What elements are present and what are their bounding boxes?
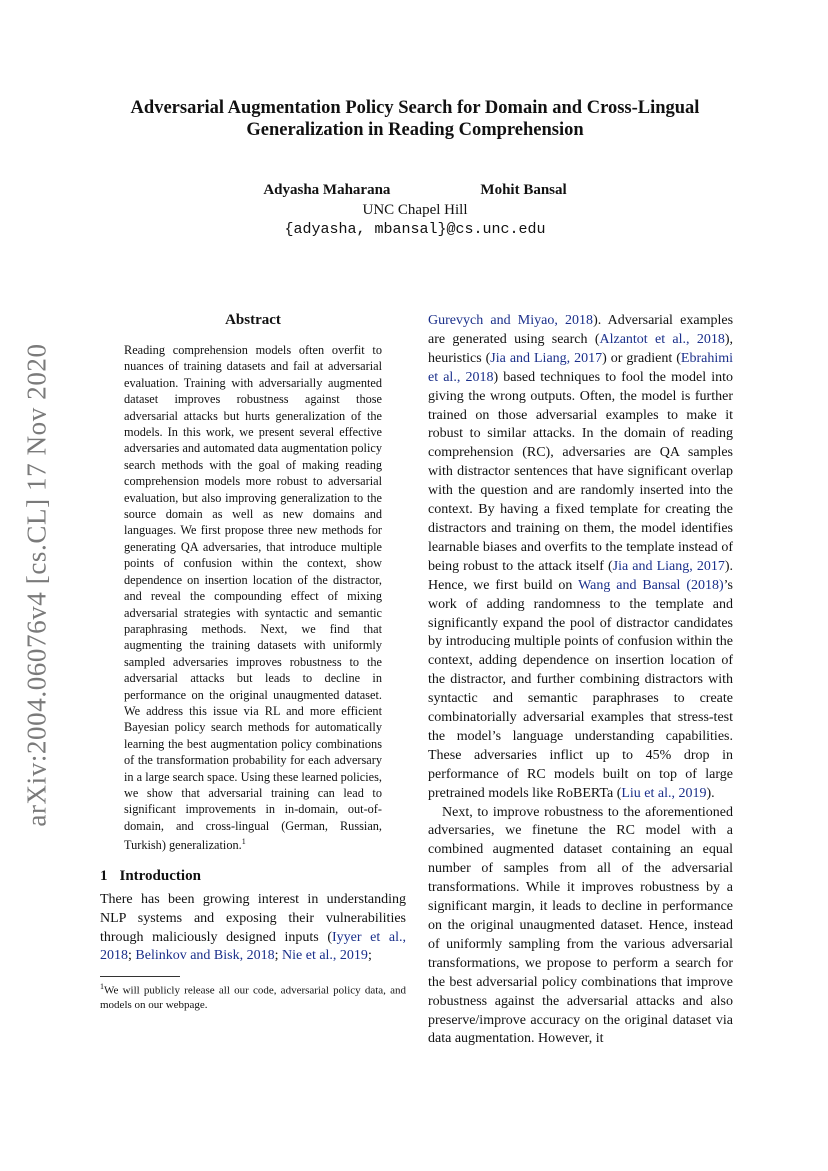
body-text-run: ’s work of adding randomness to the template and significantly expand the pool of distractor candidates by introducing multiple points of confusion within the context, adding dependence on insertion location of the distractor, and further combining distractors with syntactic and semantic paraphrases to create combinatorially adversarial examples that stress-test the model’s language understanding capabilities. These adversaries inflict up to 45% drop in performance of RC models built on top of large pretrained models like RoBERTa ( [428,577,733,801]
body-text-run: ). [706,785,715,801]
arxiv-identifier: arXiv:2004.06076v4 [cs.CL] 17 Nov 2020 [21,343,52,827]
citation-link[interactable]: Ebrahimi et al., 2018 [428,350,733,385]
author-names [100,180,730,200]
left-column [100,312,406,1012]
right-column [428,312,733,1049]
body-text-run: ) based techniques to fool the model into giving the wrong outputs. Often, the model is further trained on those adversarial examples to make it robust to similar attacks. In the domain of reading comprehension (RC), adversaries are QA samples with distractor sentences that have significant overlap with the question and are randomly inserted into the context. By having a fixed template for creating the distractors and training on them, the model identifies learnable biases and overfits to the template instead of being robust to the attack itself ( [428,369,733,574]
footnote-mark: 1 [241,837,246,847]
footnote [100,980,406,1012]
citation-link[interactable]: Jia and Liang, 2017 [490,350,603,366]
section-title: Introduction [119,867,201,884]
citation-separator: ; [128,948,136,964]
body-paragraph [428,312,733,804]
citation-separator: ; [274,948,283,964]
citation-link[interactable]: Nie et al., 2019 [282,948,368,964]
affiliation: UNC Chapel Hill [362,202,468,218]
abstract-heading: Abstract [225,312,281,328]
citation-separator: ; [367,948,372,964]
body-text-run: ). Adversarial examples are generated using search ( [428,313,734,347]
body-text-run: ) or gradient ( [602,350,681,366]
author-email: {adyasha, mbansal}@cs.unc.edu [284,221,546,238]
citation-link[interactable]: Liu et al., 2019 [621,785,707,801]
abstract-text [124,342,382,854]
citation-link[interactable]: Alzantot et al., 2018 [599,331,725,347]
abstract-body: Reading comprehension models often overfit to nuances of training datasets and fail at adversarial evaluation. Training with adversarially augmented dataset improves robustness against those adversarial attacks but hurts generalization of the models. In this work, we present several effective adversaries and automated data augmentation policy search methods with the goal of making reading comprehension models more robust to adversarial evaluation, but also improving generalization to the source domain as well as new domains and languages. We first propose three new methods for generating QA adversaries, that introduce multiple points of confusion within the context, show dependence on insertion location of the distractor, and reveal the compounding effect of mixing adversarial strategies with syntactic and semantic paraphrasing methods. Next, we find that augmenting the training datasets with uniformly sampled adversaries improves robustness to the adversarial attacks but leads to decline in performance on the original unaugmented dataset. We address this issue via RL and more efficient Bayesian policy search methods for automatically learning the best augmentation policy combinations of the transformation probability for each adversary in a large search space. Using these learned policies, we show that adversarial training can lead to significant improvements in in-domain, out-of-domain, and cross-lingual (German, Russian, Turkish) generalization. [124,343,382,853]
section-number: 1 [100,867,108,884]
body-text-run: ), heuristics ( [428,331,733,366]
intro-paragraph [100,891,406,967]
intro-text: There has been growing interest in understanding NLP systems and exposing their vulnerabilities through maliciously designed inputs ( [100,891,406,945]
footnote-number: 1 [100,982,104,992]
paper-title: Adversarial Augmentation Policy Search for Domain and Cross-Lingual Generalization in Reading Comprehension [130,98,700,140]
author-name: Mohit Bansal [480,182,567,198]
author-block [100,180,730,240]
citation-link[interactable]: Wang and Bansal (2018) [578,577,724,593]
section-heading [100,868,406,885]
citation-link[interactable]: Belinkov and Bisk, 2018 [135,948,275,964]
citation-link[interactable]: Gurevych and Miyao, 2018 [428,313,594,328]
author-name: Adyasha Maharana [263,182,391,198]
body-paragraph: Next, to improve robustness to the aforementioned adversaries, we finetune the RC model with a combined augmented dataset containing an equal number of samples from all of the adversarial transformations. While it improves robustness by a significant margin, it leads to decline in performance on the original unaugmented dataset. Hence, instead of uniformly sampling from the various adversarial transformations, we propose to perform a search for the best adversarial policy combinations that improve robustness against the adversarial attacks and also preserve/improve accuracy on the original dataset via data augmentation. However, it [428,804,733,1047]
body-text-run: ). Hence, we first build on [428,558,733,593]
citation-link[interactable]: Jia and Liang, 2017 [612,558,725,574]
footnote-rule [100,976,180,977]
footnote-text: We will publicly release all our code, adversarial policy data, and models on our webpage. [100,984,406,1011]
citation-link[interactable]: Iyyer et al., 2018 [100,929,407,964]
